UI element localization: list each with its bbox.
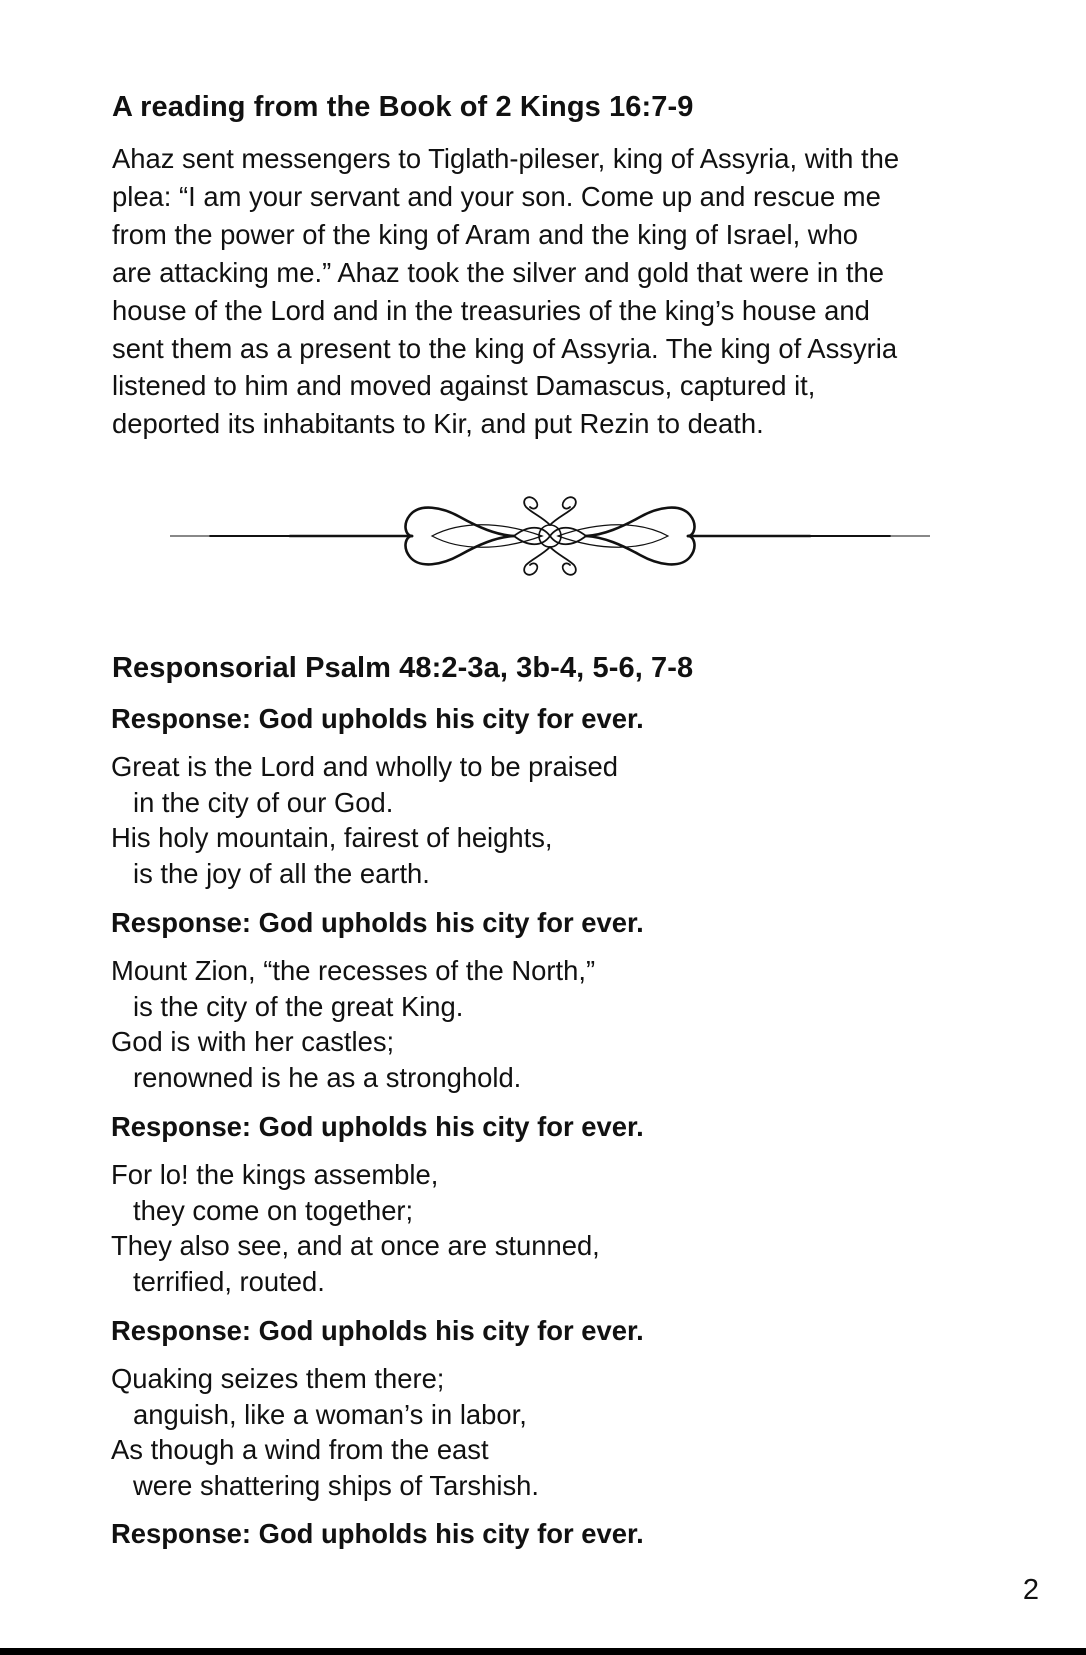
stanza-line: His holy mountain, fairest of heights, xyxy=(111,822,553,854)
page-number: 2 xyxy=(1022,1574,1039,1606)
psalm-response: Response: God upholds his city for ever. xyxy=(111,1518,644,1549)
reading-line: plea: “I am your servant and your son. Come up and rescue me xyxy=(112,180,881,212)
stanza-line: Mount Zion, “the recesses of the North,” xyxy=(111,955,596,986)
stanza-line: God is with her castles; xyxy=(111,1026,395,1058)
stanza-line-indented: in the city of our God. xyxy=(133,786,394,818)
stanza-line-indented: terrified, routed. xyxy=(133,1265,325,1297)
stanza-line: For lo! the kings assemble, xyxy=(111,1159,439,1190)
stanza-line: They also see, and at once are stunned, xyxy=(111,1230,600,1262)
psalm-stanza xyxy=(111,1157,600,1299)
stanza-line: Great is the Lord and wholly to be praised xyxy=(111,751,619,782)
psalm-stanza xyxy=(111,749,618,891)
psalm-response: Response: God upholds his city for ever. xyxy=(111,1111,644,1142)
reading-text xyxy=(112,140,982,443)
reading-title: A reading from the Book of 2 Kings 16:7-9 xyxy=(112,91,694,123)
psalm-response: Response: God upholds his city for ever. xyxy=(111,703,644,734)
stanza-line-indented: is the joy of all the earth. xyxy=(133,857,430,889)
ornamental-flourish-icon xyxy=(170,495,930,577)
reading-line: sent them as a present to the king of Assyria. The king of Assyria xyxy=(112,332,898,364)
stanza-line-indented: is the city of the great King. xyxy=(133,990,464,1022)
psalm-title: Responsorial Psalm 48:2-3a, 3b-4, 5-6, 7-8 xyxy=(112,652,694,684)
stanza-line-indented: were shattering ships of Tarshish. xyxy=(133,1469,539,1501)
reading-line: deported its inhabitants to Kir, and put Rezin to death. xyxy=(112,408,764,440)
stanza-line-indented: renowned is he as a stronghold. xyxy=(133,1061,522,1093)
reading-line: are attacking me.” Ahaz took the silver and gold that were in the xyxy=(112,256,884,288)
reading-line: Ahaz sent messengers to Tiglath-pileser, king of Assyria, with the xyxy=(112,143,900,174)
psalm-stanza xyxy=(111,953,595,1095)
psalm-stanza xyxy=(111,1361,539,1503)
reading-line: listened to him and moved against Damascus, captured it, xyxy=(112,370,816,402)
psalm-response: Response: God upholds his city for ever. xyxy=(111,1315,644,1346)
stanza-line-indented: anguish, like a woman’s in labor, xyxy=(133,1398,527,1430)
stanza-line: Quaking seizes them there; xyxy=(111,1363,445,1394)
bottom-rule xyxy=(0,1648,1086,1655)
stanza-line-indented: they come on together; xyxy=(133,1194,414,1226)
reading-line: from the power of the king of Aram and the king of Israel, who xyxy=(112,218,859,250)
psalm-response: Response: God upholds his city for ever. xyxy=(111,907,644,938)
reading-line: house of the Lord and in the treasuries of the king’s house and xyxy=(112,294,870,326)
stanza-line: As though a wind from the east xyxy=(111,1434,489,1466)
